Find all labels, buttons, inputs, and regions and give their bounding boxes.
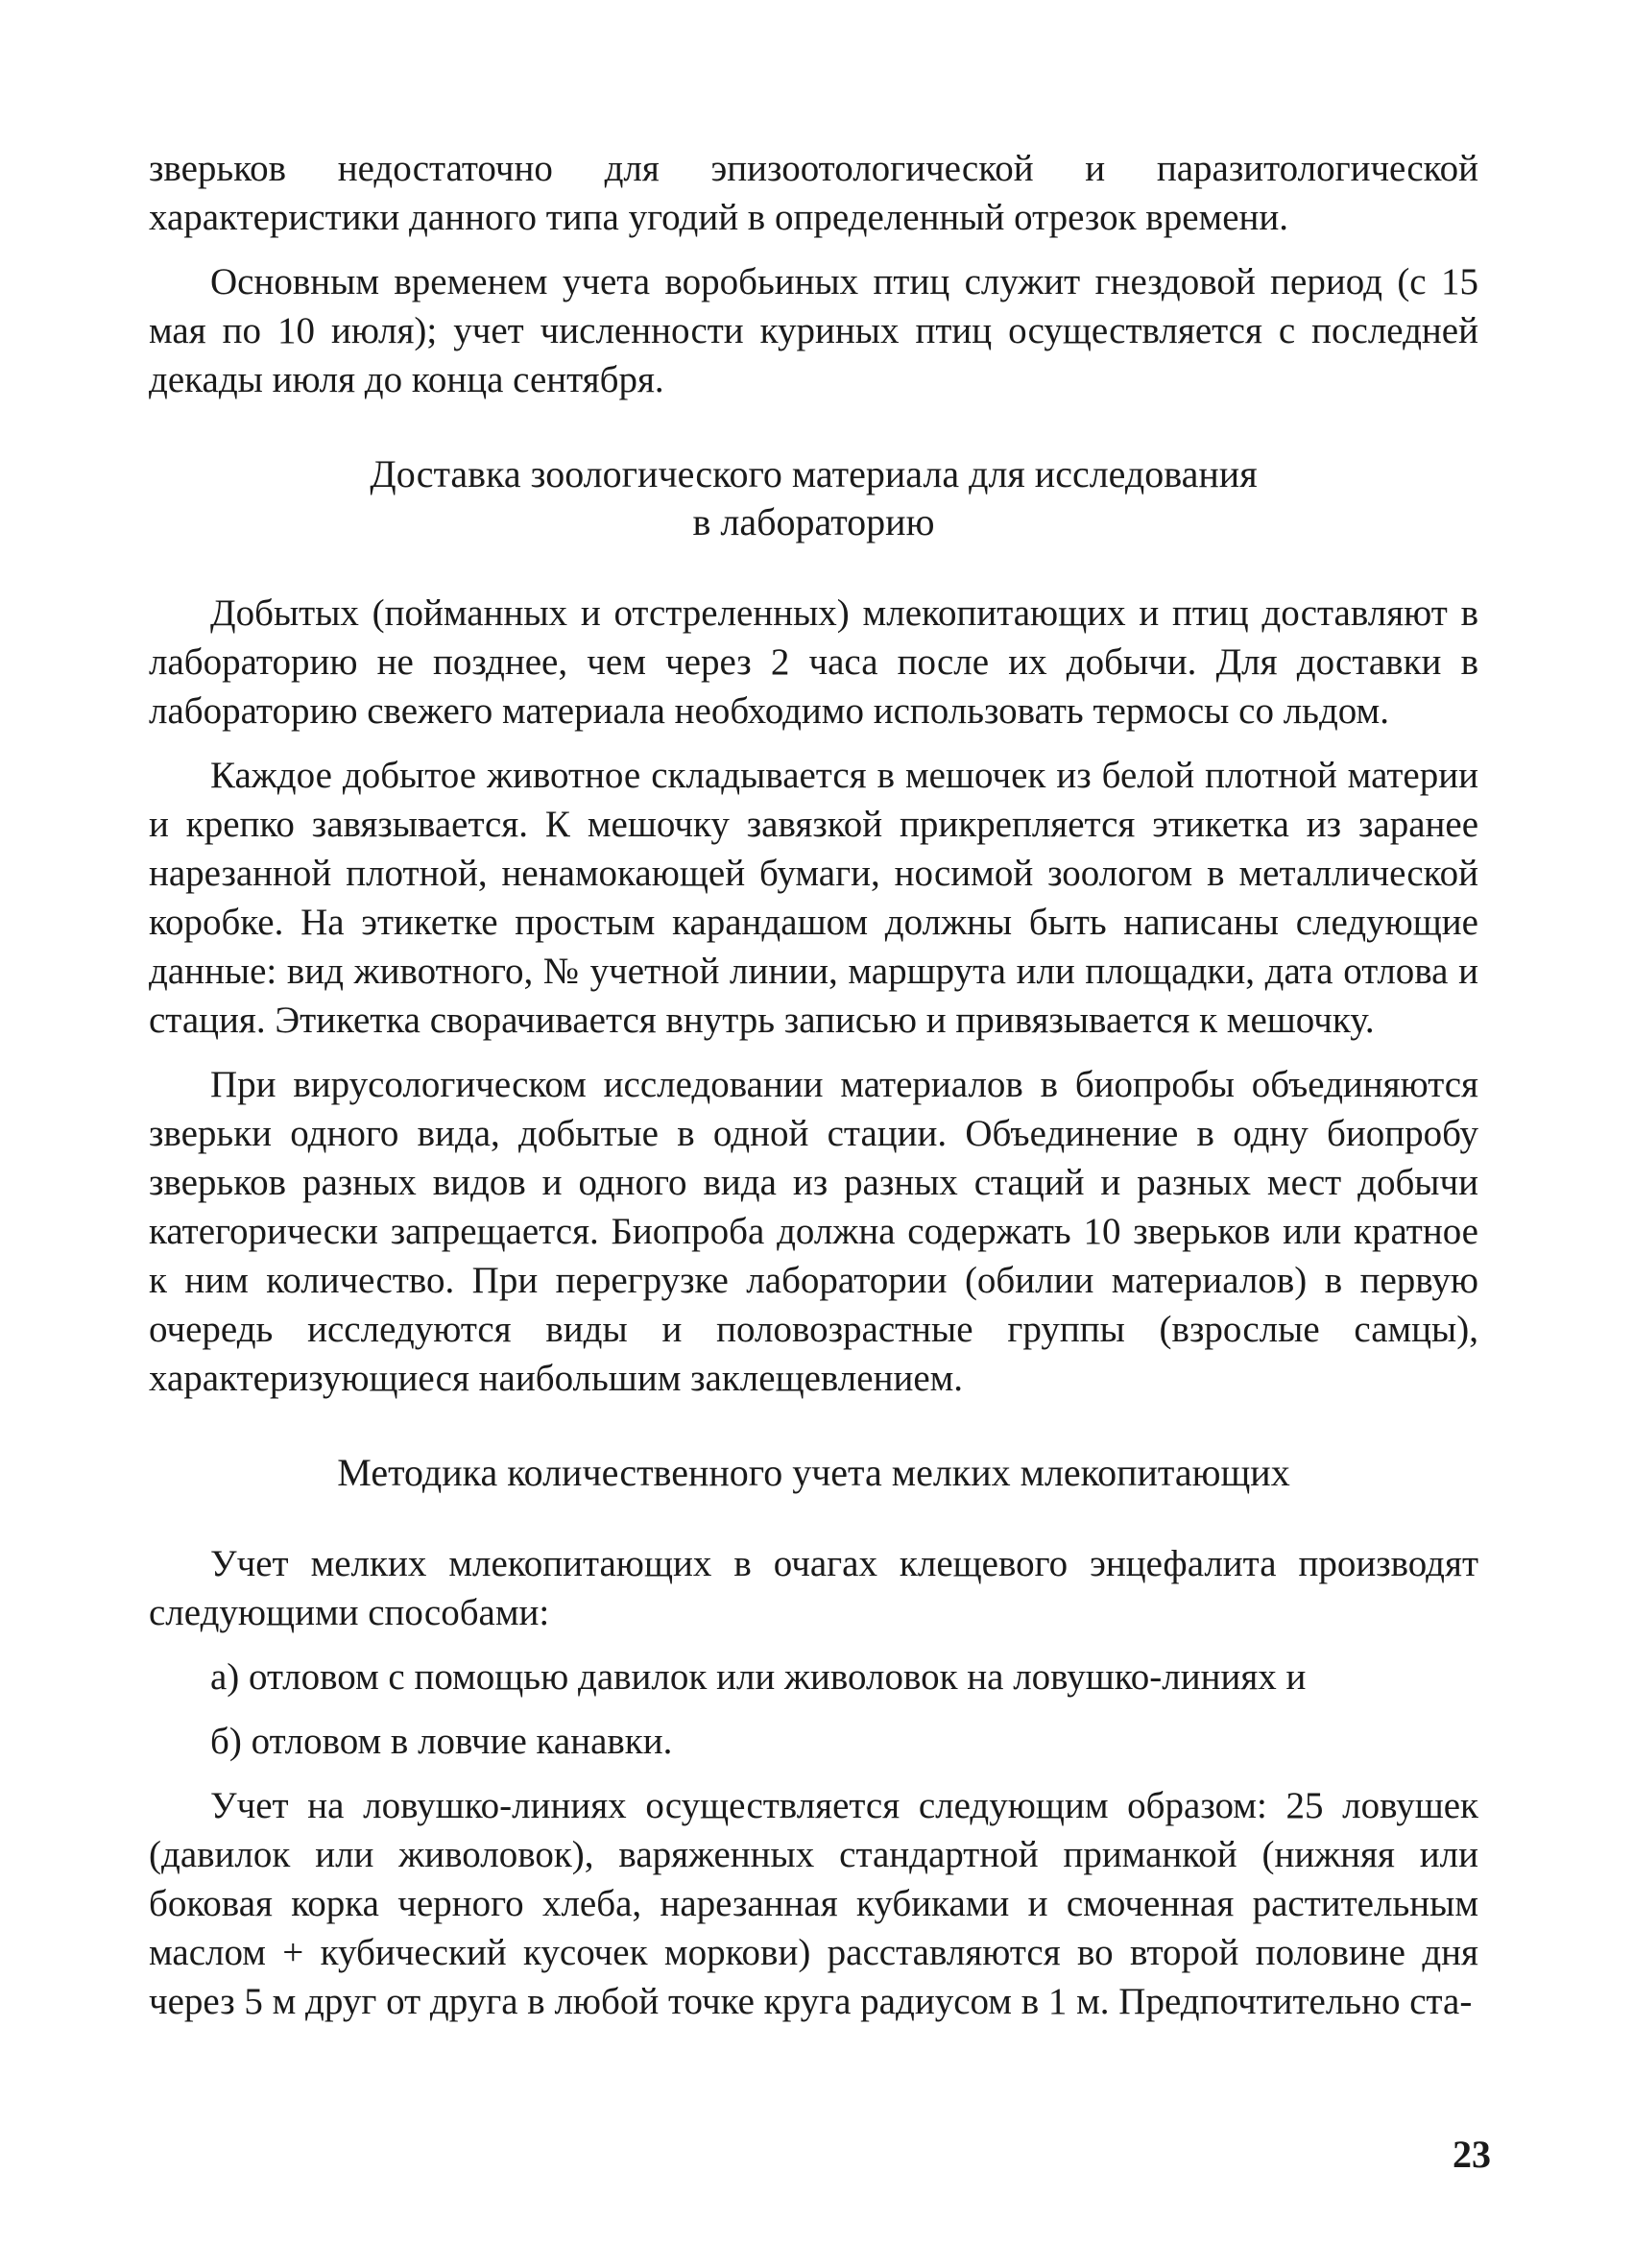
paragraph-5: При вирусологическом исследовании материалов в биопробы объединяются зверьки одного вида, добытые в одной стации. Объединение в одну биопробу зверьков разных видов и одного вида из разных стаций и разных мест добычи категорически запрещается. Биопроба должна содержать 10 зверьков или кратное к ним количество. При перегрузке лаборатории (обилии материалов) в первую очередь исследуются виды и половозрастные группы (взрослые самцы), характеризующиеся наибольшим заклещевлением. xyxy=(149,1064,1478,1399)
section-heading-methodology: Методика количественного учета мелких млекопитающих xyxy=(337,1451,1290,1494)
paragraph-3: Добытых (пойманных и отстреленных) млекопитающих и птиц доставляют в лабораторию не позднее, чем через 2 часа после их добычи. Для доставки в лабораторию свежего материала необходимо использовать термосы со льдом. xyxy=(149,592,1478,732)
paragraph-2: Основным временем учета воробьиных птиц служит гнездовой период (с 15 мая по 10 июля); учет численности куриных птиц осуществляется с последней декады июля до конца сентября. xyxy=(149,261,1478,400)
section-heading-delivery-line-2: в лабораторию xyxy=(692,500,935,543)
section-heading-delivery xyxy=(149,450,1478,546)
page-number: 23 xyxy=(1453,2133,1491,2176)
paragraph-1: зверьков недостаточно для эпизоотологической и паразитологической характеристики данного типа угодий в определенный отрезок времени. xyxy=(149,148,1478,238)
list-item-b: б) отловом в ловчие канавки. xyxy=(210,1721,673,1762)
paragraph-7: Учет на ловушко-линиях осуществляется следующим образом: 25 ловушек (давилок или живоловок), варяженных стандартной приманкой (нижняя или боковая корка черного хлеба, нарезанная кубиками и смоченная растительным маслом + кубический кусочек моркови) расставляются во второй половине дня через 5 м друг от друга в любой точке круга радиусом в 1 м. Предпочтительно ста- xyxy=(149,1785,1478,2022)
paragraph-4: Каждое добытое животное складывается в мешочек из белой плотной материи и крепко завязывается. К мешочку завязкой прикрепляется этикетка из заранее нарезанной плотной, ненамокающей бумаги, носимой зоологом в металлической коробке. На этикетке простым карандашом должны быть написаны следующие данные: вид животного, № учетной линии, маршрута или площадки, дата отлова и стация. Этикетка сворачивается внутрь записью и привязывается к мешочку. xyxy=(149,755,1478,1041)
list-item-a: а) отловом с помощью давилок или живоловок на ловушко-линиях и xyxy=(210,1656,1307,1698)
document-page xyxy=(149,144,1478,2026)
section-heading-delivery-line-1: Доставка зоологического материала для исследования xyxy=(370,452,1258,495)
paragraph-6: Учет мелких млекопитающих в очагах клещевого энцефалита производят следующими способами: xyxy=(149,1543,1478,1633)
